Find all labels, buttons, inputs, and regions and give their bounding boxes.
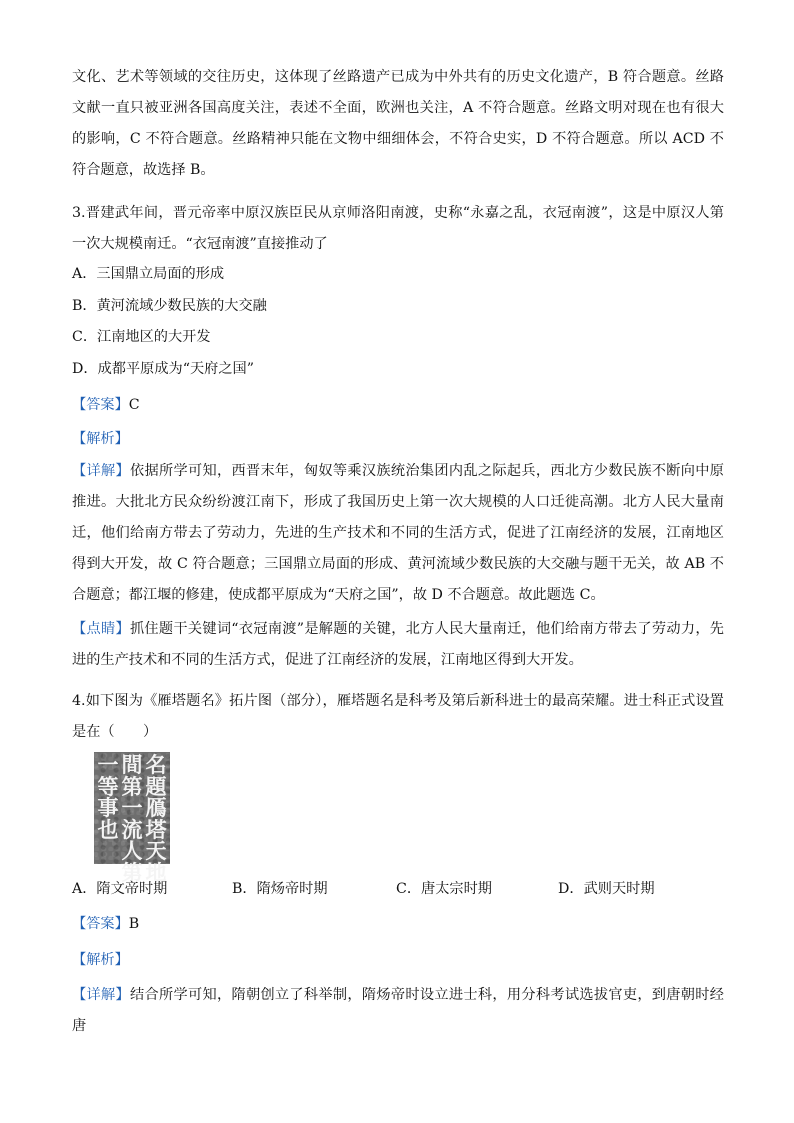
rubbing-glyph: 間 <box>121 752 143 777</box>
rubbing-glyph: 事 <box>97 795 119 820</box>
rubbing-glyph: 等 <box>97 773 119 799</box>
rubbing-glyph: 人 <box>121 838 143 863</box>
q4-option-d: D．武则天时期 <box>558 881 655 897</box>
rubbing-column-3 <box>96 754 120 840</box>
rubbing-glyph: 也 <box>97 816 119 842</box>
q3-analysis-line <box>72 429 129 449</box>
q3-detail-text: 依据所学可知，西晋末年，匈奴等乘汉族统治集团内乱之际起兵，西北方少数民族不断向中原推进。大批北方民众纷纷渡江南下，形成了我国历史上第一次大规模的人口迁徙高潮。北方人民大量南迁，他们给南方带去了劳动力，先进的生产技术和不同的生活方式，促进了江南经济的发展，江南地区得到大开发，故 C 符合题意；三国鼎立局面的形成、黄河流域少数民族的大交融与题干无关，故 AB 不合题意；都江堰的修建，使成都平原成为“天府之国”，故 D 不合题意。故此题选 C。 <box>72 463 724 603</box>
q4-answer-line <box>72 914 139 934</box>
rubbing-glyph: 鴈 <box>145 795 167 820</box>
rubbing-glyph: 地 <box>145 859 167 885</box>
yanta-rubbing-image <box>94 752 170 885</box>
q4-analysis-label: 【解析】 <box>72 952 129 968</box>
q4-detail-label: 【详解】 <box>72 987 130 1003</box>
rubbing-glyph: 第 <box>121 773 143 799</box>
previous-explanation: 文化、艺术等领域的交往历史，这体现了丝路遗产已成为中外共有的历史文化遗产，B 符合题意。丝路文献一直只被亚洲各国高度关注，表述不全面，欧洲也关注，A 不符合题意。丝路文明对现在也有很大的影响，C 不符合题意。丝路精神只能在文物中细细体会，不符合史实，D 不符合题意。所以 ACD 不符合题意，故选择 B。 <box>72 69 724 178</box>
q3-tip <box>72 614 724 676</box>
q3-detail <box>72 456 724 611</box>
rubbing-glyph: 題 <box>145 773 167 799</box>
rubbing-glyph: 名 <box>145 752 167 777</box>
rubbing-glyph: 塔 <box>145 816 167 842</box>
question-3-stem: 3.晋建武年间，晋元帝率中原汉族臣民从京师洛阳南渡，史称“永嘉之乱，衣冠南渡”，这是中原汉人第一次大规模南迁。“衣冠南渡”直接推动了 <box>72 205 724 252</box>
rubbing-glyph: 天 <box>145 838 167 863</box>
q3-answer-line <box>72 395 140 415</box>
q4-option-b: B．隋炀帝时期 <box>232 881 328 897</box>
rubbing-glyph: 一 <box>121 795 143 820</box>
q3-answer-label: 【答案】 <box>72 397 129 413</box>
q4-answer: B <box>128 916 140 932</box>
q3-answer: C <box>128 397 140 413</box>
q3-tip-label: 【点睛】 <box>72 621 130 637</box>
q3-tip-text: 抓住题干关键词“衣冠南渡”是解题的关键，北方人民大量南迁，他们给南方带去了劳动力，先进的生产技术和不同的生活方式，促进了江南经济的发展，江南地区得到大开发。 <box>72 621 724 668</box>
rubbing-column-1 <box>144 754 168 883</box>
q3-analysis-label: 【解析】 <box>72 431 129 447</box>
rubbing-column-2 <box>120 754 144 883</box>
rubbing-glyph: 流 <box>121 816 143 842</box>
q4-detail <box>72 980 724 1034</box>
q3-option-b: B．黄河流域少数民族的大交融 <box>72 298 267 314</box>
q4-option-c: C．唐太宗时期 <box>396 881 492 897</box>
q3-option-d: D．成都平原成为“天府之国” <box>72 361 254 377</box>
q3-option-a: A．三国鼎立局面的形成 <box>72 266 225 282</box>
q4-options <box>72 878 732 898</box>
rubbing-glyph: 一 <box>97 752 119 777</box>
q4-answer-label: 【答案】 <box>72 916 129 932</box>
rubbing-glyph: 第 <box>121 859 143 885</box>
q4-option-a: A．隋文帝时期 <box>72 881 168 897</box>
q4-analysis-line <box>72 950 129 970</box>
q3-option-c: C．江南地区的大开发 <box>72 329 211 345</box>
question-4-stem: 4.如下图为《雁塔题名》拓片图（部分），雁塔题名是科考及第后新科进士的最高荣耀。进士科正式设置是在（ ） <box>72 693 724 740</box>
q3-detail-label: 【详解】 <box>72 463 130 479</box>
q4-detail-text: 结合所学可知，隋朝创立了科举制，隋炀帝时设立进士科，用分科考试选拔官吏，到唐朝时经唐 <box>72 987 724 1034</box>
